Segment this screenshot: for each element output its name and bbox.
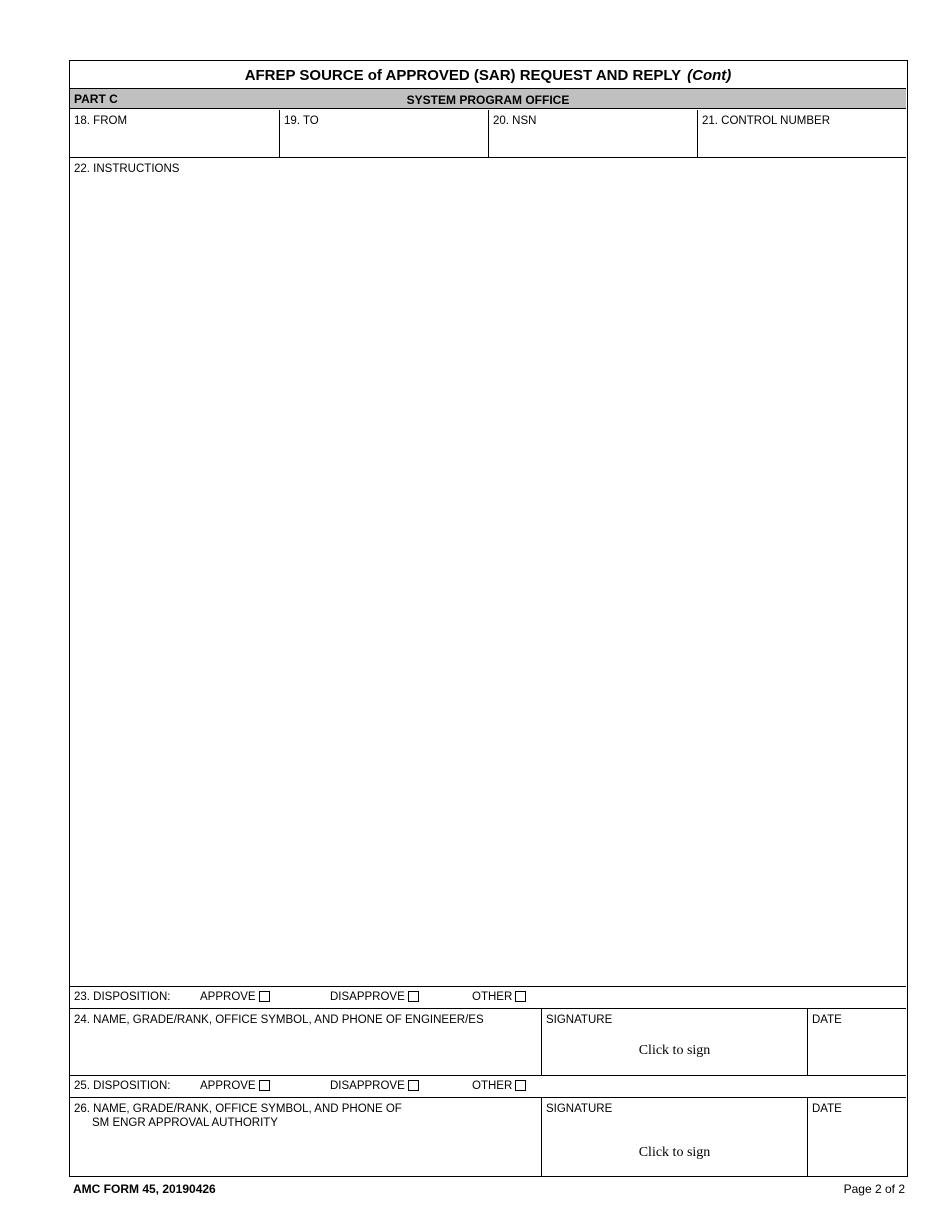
engineer-date-label: DATE bbox=[812, 1014, 842, 1026]
authority-name-label-line1: 26. NAME, GRADE/RANK, OFFICE SYMBOL, AND PHONE OF bbox=[74, 1103, 402, 1115]
part-title: SYSTEM PROGRAM OFFICE bbox=[406, 93, 570, 107]
engineer-name-label: 24. NAME, GRADE/RANK, OFFICE SYMBOL, AND PHONE OF ENGINEER/ES bbox=[74, 1014, 484, 1026]
authority-click-to-sign[interactable]: Click to sign bbox=[638, 1145, 711, 1160]
disapprove-checkbox[interactable] bbox=[408, 991, 419, 1002]
disposition-23-approve bbox=[200, 991, 270, 1003]
disapprove-label: DISAPPROVE bbox=[330, 991, 405, 1003]
disapprove-checkbox[interactable] bbox=[408, 1080, 419, 1091]
form-title-cont: (Cont) bbox=[687, 67, 732, 84]
disposition-23-row bbox=[70, 987, 906, 1008]
disapprove-label: DISAPPROVE bbox=[330, 1080, 405, 1092]
disposition-23-label: 23. DISPOSITION: bbox=[74, 991, 171, 1003]
form-title-main: AFREP SOURCE of APPROVED (SAR) REQUEST AND REPLY bbox=[244, 67, 682, 84]
approve-checkbox[interactable] bbox=[259, 1080, 270, 1091]
control-number-label: 21. CONTROL NUMBER bbox=[702, 115, 831, 127]
part-label: PART C bbox=[74, 92, 118, 106]
form-id: AMC FORM 45, 20190426 bbox=[73, 1182, 216, 1196]
from-field[interactable] bbox=[70, 110, 279, 157]
authority-signature-label: SIGNATURE bbox=[546, 1103, 613, 1115]
instructions-label: 22. INSTRUCTIONS bbox=[74, 163, 180, 175]
engineer-name-field[interactable] bbox=[70, 1009, 541, 1075]
other-label: OTHER bbox=[472, 991, 513, 1003]
authority-date-field[interactable] bbox=[808, 1098, 906, 1176]
other-label: OTHER bbox=[472, 1080, 513, 1092]
disposition-25-row bbox=[70, 1076, 906, 1097]
disposition-25-other bbox=[472, 1080, 526, 1092]
approve-label: APPROVE bbox=[200, 991, 256, 1003]
part-header bbox=[70, 89, 906, 109]
other-checkbox[interactable] bbox=[515, 1080, 526, 1091]
form-title bbox=[70, 61, 906, 89]
engineer-date-field[interactable] bbox=[808, 1009, 906, 1075]
disposition-25-label: 25. DISPOSITION: bbox=[74, 1080, 171, 1092]
nsn-field[interactable] bbox=[489, 110, 697, 157]
authority-signature-field bbox=[542, 1098, 807, 1176]
to-field[interactable] bbox=[280, 110, 488, 157]
approve-label: APPROVE bbox=[200, 1080, 256, 1092]
to-label: 19. TO bbox=[284, 115, 319, 127]
authority-name-label-line2: SM ENGR APPROVAL AUTHORITY bbox=[92, 1117, 278, 1129]
from-label: 18. FROM bbox=[74, 115, 128, 127]
page-number: Page 2 of 2 bbox=[843, 1182, 905, 1196]
other-checkbox[interactable] bbox=[515, 991, 526, 1002]
disposition-23-disapprove bbox=[330, 991, 419, 1003]
control-number-field[interactable] bbox=[698, 110, 906, 157]
authority-name-field[interactable] bbox=[70, 1098, 541, 1176]
engineer-signature-label: SIGNATURE bbox=[546, 1014, 613, 1026]
disposition-25-approve bbox=[200, 1080, 270, 1092]
engineer-signature-field bbox=[542, 1009, 807, 1075]
engineer-click-to-sign[interactable]: Click to sign bbox=[638, 1043, 711, 1058]
disposition-23-other bbox=[472, 991, 526, 1003]
nsn-label: 20. NSN bbox=[493, 115, 537, 127]
instructions-field[interactable] bbox=[70, 158, 906, 986]
approve-checkbox[interactable] bbox=[259, 991, 270, 1002]
form-page bbox=[69, 60, 908, 1177]
authority-date-label: DATE bbox=[812, 1103, 842, 1115]
disposition-25-disapprove bbox=[330, 1080, 419, 1092]
